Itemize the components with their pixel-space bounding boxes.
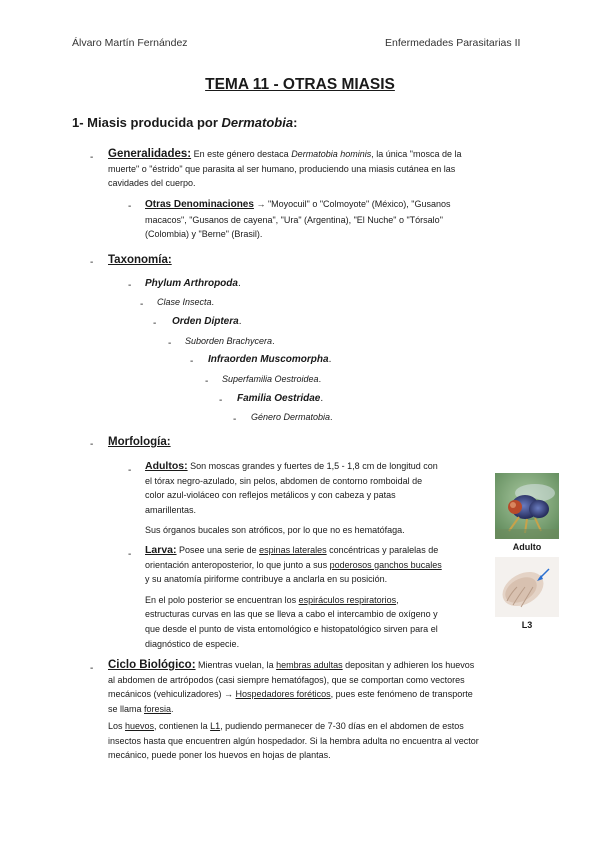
tax-superfamilia: Superfamilia Oestroidea. <box>222 374 322 384</box>
header-course: Enfermedades Parasitarias II <box>385 37 521 49</box>
bullet-dash: - <box>128 465 132 476</box>
text-span: espiráculos respiratorios <box>298 594 397 605</box>
text-span: Sus órganos bucales son atróficos, por lo que no es hematófaga. <box>145 525 405 536</box>
morfologia-label: Morfología: <box>108 436 171 448</box>
text-span: y su anatomía piriforme contribuye a anclarla en su posición. <box>145 574 388 585</box>
text-span: Dermatobia hominis <box>291 149 372 159</box>
text-span: , pudiendo permanecer de 7-30 días en el abdomen de estos <box>220 721 464 731</box>
bullet-dash: - <box>205 376 209 387</box>
text-span: → "Moyocuil" o "Colmoyote" (México), "Gusanos <box>256 199 451 209</box>
text-span: , pues este fenómeno de transporte <box>330 689 473 700</box>
text-span: Dermatobia <box>221 115 294 130</box>
bullet-dash: - <box>90 663 94 674</box>
text-span: mecánicos (vehiculizadores) → <box>108 689 236 700</box>
page-title: TEMA 11 - OTRAS MIASIS <box>205 76 395 93</box>
bullet-dash: - <box>153 318 157 329</box>
bullet-dash: - <box>140 299 144 310</box>
larva-image <box>495 557 559 617</box>
text-span: En el polo posterior se encuentran los <box>145 594 299 605</box>
generalidades-label: Generalidades: <box>108 148 192 160</box>
text-span: foresia <box>144 703 172 714</box>
bullet-dash: - <box>190 356 194 367</box>
larva-caption: L3 <box>521 620 533 630</box>
text-span: , <box>396 594 399 605</box>
text-span: Suborden Brachycera <box>185 336 273 346</box>
text-span: insectos hasta que encuentren algún hospedador. Si la hembra adulta no encuentra al vector <box>108 735 479 746</box>
text-span: concéntricas y paralelas de <box>326 545 439 555</box>
tax-genero: Género Dermatobia. <box>251 412 333 422</box>
text-span: 1- Miasis producida por <box>72 115 222 130</box>
text-span: estructuras curvas en las que se lleva a cabo el intercambio de oxígeno y <box>145 609 438 620</box>
text-span: color azul-violáceo con reflejos metálicos y con cabeza y patas <box>145 490 396 501</box>
text-span: macacos", "Gusanos de cayena", "Ura" (Argentina), "El Nuche" o "Tórsalo" <box>145 214 443 225</box>
fly-icon <box>495 473 559 539</box>
bullet-dash: - <box>90 439 94 450</box>
bullet-dash: - <box>128 549 132 560</box>
text-span: diagnóstico de especie. <box>145 638 240 649</box>
larva-label: Larva: <box>145 544 177 556</box>
text-span: Los <box>108 721 126 731</box>
header-author: Álvaro Martín Fernández <box>72 37 188 49</box>
text-span: , contienen la <box>154 721 211 731</box>
text-span: huevos <box>125 721 155 731</box>
bullet-dash: - <box>128 201 132 212</box>
adultos-label: Adultos: <box>145 460 188 472</box>
generalidades-paragraph <box>108 147 528 191</box>
larva-icon <box>495 557 559 617</box>
text-span: Familia Oestridae <box>237 393 321 404</box>
text-span: : <box>293 115 298 130</box>
bullet-dash: - <box>219 395 223 406</box>
text-span: (Colombia) y "Berne" (Brasil). <box>145 229 263 240</box>
text-span: poderosos ganchos bucales <box>329 559 442 570</box>
text-span: Son moscas grandes y fuertes de 1,5 - 1,8 cm de longitud con <box>190 461 438 471</box>
adult-caption: Adulto <box>512 542 542 552</box>
taxonomia-label: Taxonomía: <box>108 254 172 266</box>
ciclo-label: Ciclo Biológico: <box>108 659 196 671</box>
text-span: . <box>171 703 174 714</box>
text-span: muerte" o "éstrido" que parasita al ser humano, produciendo una miasis cutánea en las <box>108 163 456 174</box>
ciclo-paragraph-1 <box>108 658 528 716</box>
bullet-dash: - <box>233 414 237 425</box>
text-span: amarillentas. <box>145 504 197 515</box>
otras-denominaciones-label: Otras Denominaciones <box>145 199 254 210</box>
text-span: cavidades del cuerpo. <box>108 178 196 189</box>
otras-denominaciones-paragraph <box>145 197 525 242</box>
ciclo-paragraph-2 <box>108 719 533 763</box>
tax-infraorden: Infraorden Muscomorpha. <box>208 354 332 365</box>
text-span: Posee una serie de <box>179 545 260 555</box>
tax-familia: Familia Oestridae. <box>237 393 324 404</box>
adultos-paragraph <box>145 459 485 538</box>
text-span: Infraorden Muscomorpha <box>208 354 329 365</box>
larva-paragraph <box>145 543 490 651</box>
text-span: al abdomen de artrópodos (casi siempre hematófagos), que se comportan como vectores <box>108 674 465 685</box>
text-span: que desde el punto de vista entomológico e histopatológico sirven para el <box>145 623 438 634</box>
text-span: Superfamilia Oestroidea <box>222 374 319 384</box>
text-span: Hospedadores foréticos <box>235 689 331 700</box>
bullet-dash: - <box>128 280 132 291</box>
text-span: Clase Insecta <box>157 297 212 307</box>
text-span: En este género destaca <box>193 149 292 159</box>
text-span: hembras adultas <box>276 660 343 670</box>
text-span: depositan y adhieren los huevos <box>342 660 475 670</box>
tax-clase: Clase Insecta. <box>157 297 215 307</box>
text-span: , la única "mosca de la <box>371 149 462 159</box>
text-span: orientación anteroposterior, lo que junto a sus <box>145 559 330 570</box>
bullet-dash: - <box>90 257 94 268</box>
adult-fly-image <box>495 473 559 539</box>
tax-suborden: Suborden Brachycera. <box>185 336 275 346</box>
text-span: Género Dermatobia <box>251 412 331 422</box>
bullet-dash: - <box>90 152 94 163</box>
text-span: Phylum Arthropoda <box>145 278 238 289</box>
text-span: L1 <box>210 721 221 731</box>
tax-orden: Orden Diptera. <box>172 316 242 327</box>
tax-phylum: Phylum Arthropoda. <box>145 278 241 289</box>
section-heading <box>72 115 297 130</box>
text-span: se llama <box>108 703 145 714</box>
bullet-dash: - <box>168 338 172 349</box>
text-span: mecánico, puede poner los huevos en hojas de plantas. <box>108 750 331 761</box>
text-span: el tórax negro-azulado, sin pelos, abdomen de contorno romboidal de <box>145 475 423 486</box>
text-span: Orden Diptera <box>172 316 239 327</box>
text-span: espinas laterales <box>259 545 327 555</box>
text-span: Mientras vuelan, la <box>198 660 277 670</box>
